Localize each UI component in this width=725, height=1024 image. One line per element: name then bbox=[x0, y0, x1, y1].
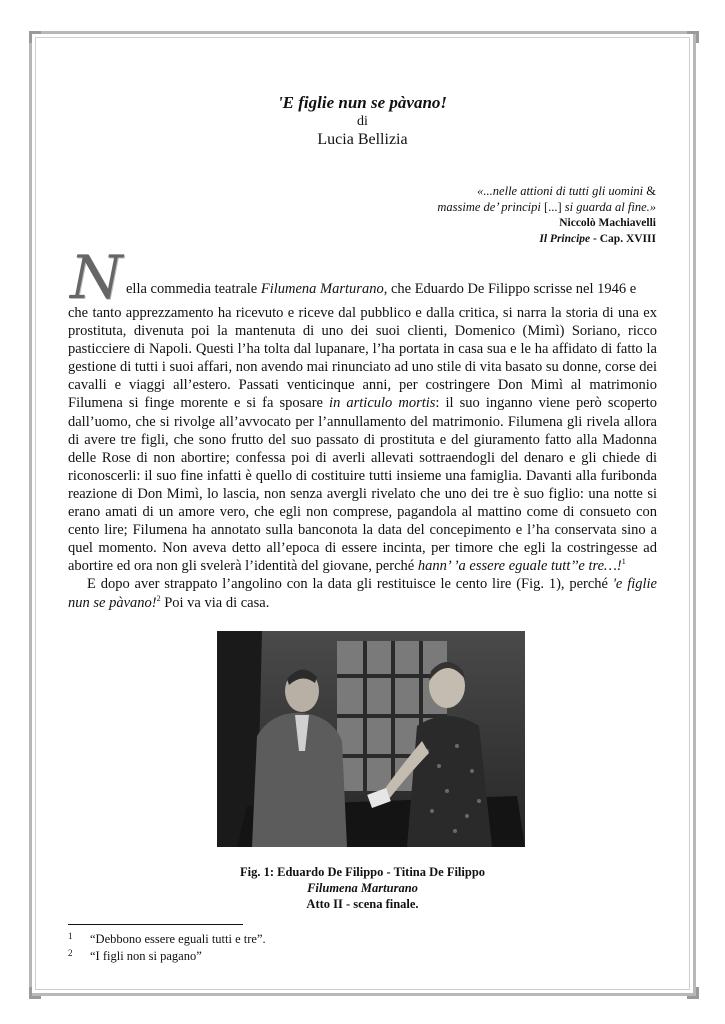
epigraph-attribution: Niccolò Machiavelli bbox=[559, 217, 656, 229]
epigraph-chapter: - Cap. XVIII bbox=[590, 233, 656, 245]
epigraph-ellipsis: [...] bbox=[540, 200, 565, 214]
author-name: Lucia Bellizia bbox=[317, 131, 408, 148]
stage-photo-illustration bbox=[217, 631, 525, 847]
footnote-separator bbox=[68, 924, 243, 925]
footnote-number: 2 bbox=[68, 948, 73, 958]
footnote-number: 1 bbox=[68, 931, 73, 941]
title-block bbox=[0, 92, 725, 150]
epigraph bbox=[437, 183, 656, 247]
footnote bbox=[68, 948, 266, 965]
caption-line: Fig. 1: Eduardo De Filippo - Titina De Filippo bbox=[239, 865, 486, 879]
paragraph-first-line: ella commedia teatrale Filumena Marturano, che Eduardo De Filippo scrisse nel 1946 e bbox=[126, 281, 637, 297]
play-title: Filumena Marturano bbox=[260, 281, 384, 297]
footnotes bbox=[68, 931, 266, 965]
article-body bbox=[68, 304, 657, 612]
epigraph-source bbox=[437, 231, 656, 247]
corner-ornament bbox=[687, 987, 699, 999]
quoted-dialogue: 'e figlie nun se pàvano! bbox=[68, 576, 657, 611]
footnote bbox=[68, 931, 266, 948]
epigraph-quote: massime de’ principi bbox=[437, 200, 541, 214]
drop-cap: N bbox=[70, 243, 119, 313]
footnote-text: “I figli non si pagano” bbox=[90, 949, 202, 963]
paragraph: che tanto apprezzamento ha ricevuto e riceve dal pubblico e dalla critica, si narra la storia di una ex prostituta, divenuta poi la mantenuta di uno dei suoi clienti, Domenico (Mimì) Soriano, ricco pasticciere di Napoli. Questi l’ha tolta dal lupanare, l’ha portata in casa sua e le ha affidato di fatto la gestione di tutti i suoi affari, non avendo mai rinunciato ad uno stile di vita basato su donne, corse dei cavalli e viaggi all’estero. Passati venticinque anni, per costringere Don Mimì al matrimonio Filumena si finge morente e si fa sposare in articulo mortis: il suo inganno viene però scoperto dall’uomo, che si rivolge all’avvocato per l’annullamento del matrimonio. Filumena gli rivela allora di avere tre figli, che sono frutto del suo passato di prostituta e del giuramento fatto alla Madonna delle Rose di non abortire; confessa poi di averli allevati sottraendogli del denaro e gli chiede di riconoscerli: il suo fine infatti è quello di costituire tutti insieme una famiglia. Davanti alla furibonda reazione di Don Mimì, lo lascia, non senza avergli rivelato che uno dei tre è suo figlio: una notte si erano amati di un amore vero, che egli non comprese, pagandola al mattino come di consueto con cento lire; Filumena ha annotato sulla banconota la data del concepimento e l’ha conservata sino a quel momento. Non aveva detto all’epoca di essere incinta, per timore che egli la costringesse ad abortire ed ora non gli svelerà l’identità del giovane, perché hann’ ’a essere eguale tutt’’e tre…!$^1$ bbox=[68, 305, 657, 575]
caption-line: Atto II - scena finale. bbox=[306, 897, 419, 911]
paragraph: E dopo aver strappato l’angolino con la data gli restituisce le cento lire (Fig. 1), perché 'e figlie nun se pàvano!$^2$ Poi va via di casa. bbox=[68, 576, 657, 611]
by-line: di bbox=[357, 114, 368, 129]
italic-phrase: in articulo mortis bbox=[329, 395, 436, 412]
epigraph-ampersand: & bbox=[643, 184, 656, 198]
corner-ornament bbox=[687, 31, 699, 43]
footnote-ref[interactable]: 2 bbox=[156, 593, 161, 603]
corner-ornament bbox=[29, 31, 41, 43]
epigraph-quote: «...nelle attioni di tutti gli uomini bbox=[477, 184, 644, 198]
corner-ornament bbox=[29, 987, 41, 999]
stage-photo bbox=[217, 631, 525, 847]
figure-caption bbox=[0, 864, 725, 912]
caption-line: Filumena Marturano bbox=[307, 881, 418, 895]
epigraph-work-title: Il Principe bbox=[539, 233, 591, 245]
epigraph-quote: si guarda al fine.» bbox=[564, 200, 656, 214]
article-title: 'E figlie nun se pàvano! bbox=[277, 93, 448, 112]
quoted-dialogue: hann’ ’a essere eguale tutt’’e tre…! bbox=[417, 558, 622, 575]
footnote-ref[interactable]: 1 bbox=[621, 557, 626, 567]
footnote-text: “Debbono essere eguali tutti e tre”. bbox=[90, 932, 266, 946]
